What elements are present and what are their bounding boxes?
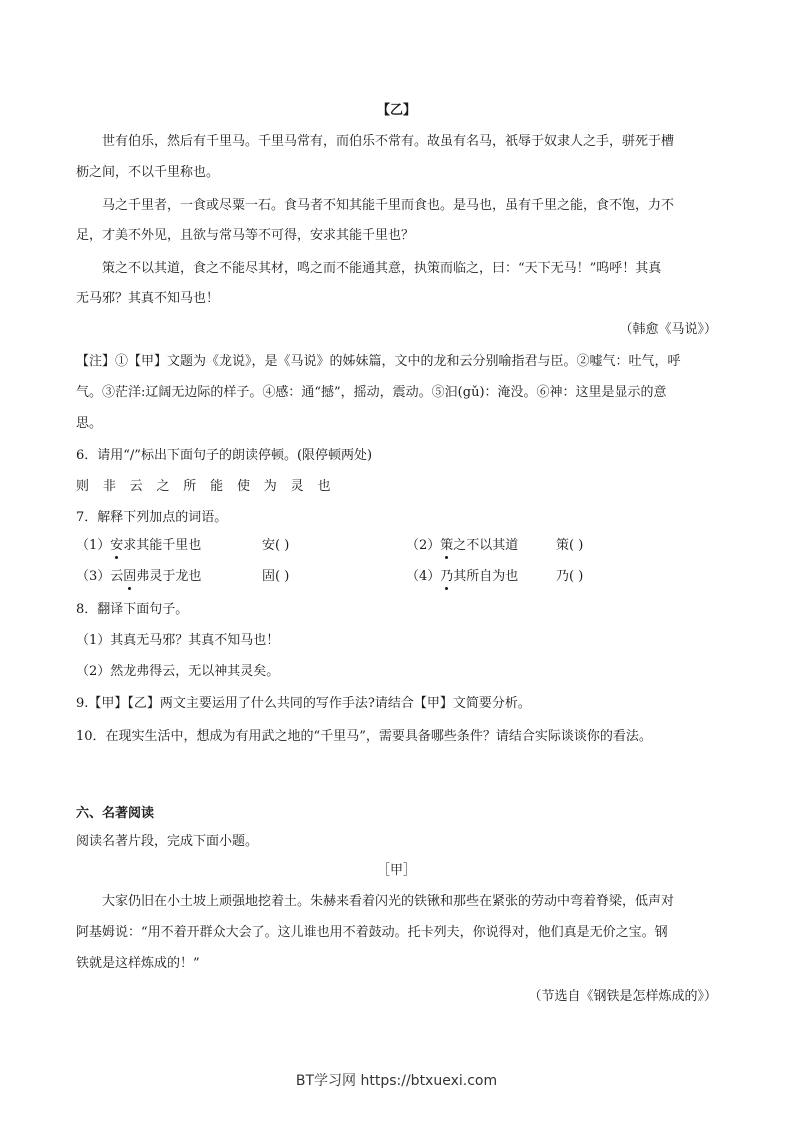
q7-item-2: （2）策之不以其道 (406, 536, 518, 556)
section-yi-heading: 【乙】 (376, 103, 416, 118)
question-7-prompt: 7．解释下列加点的词语。 (76, 510, 228, 525)
dotted-char: 乃 (440, 567, 453, 587)
question-6-sentence: 则 非 云 之 所 能 使 为 灵 也 (76, 479, 334, 494)
jia-para-line3: 铁就是这样炼成的！” (76, 956, 200, 971)
q7-item-2-answer[interactable]: 策( ) (556, 538, 584, 553)
q7-item-4-answer[interactable]: 乃( ) (556, 569, 584, 584)
question-8-prompt: 8．翻译下面句子。 (76, 602, 189, 617)
yi-para3-line2: 无马邪？其真不知马也！ (76, 291, 220, 306)
yi-para2-line2: 足，才美不外见，且欲与常马等不可得，安求其能千里也？ (76, 228, 415, 243)
note-line2: 气。③茫洋:辽阔无边际的样子。④感：通“撼”，摇动，震动。⑤汩(gǔ)：淹没。⑥神：这里是显示的意 (76, 385, 667, 400)
q7-item-1: （1）安求其能千里也 (76, 536, 201, 556)
question-9-prompt: 9.【甲】【乙】两文主要运用了什么共同的写作手法?请结合【甲】文简要分析。 (76, 696, 531, 711)
question-10-prompt: 10．在现实生活中，想成为有用武之地的“千里马”，需要具备哪些条件？请结合实际谈谈你的看法。 (76, 729, 652, 744)
dotted-char: 安 (110, 536, 123, 556)
yi-para1-line1: 世有伯乐，然后有千里马。千里马常有，而伯乐不常有。故虽有名马，祇辱于奴隶人之手，骈死于槽 (102, 134, 675, 149)
q7-item-3-answer[interactable]: 固( ) (262, 569, 290, 584)
yi-para2-line1: 马之千里者，一食或尽粟一石。食马者不知其能千里而食也。是马也，虽有千里之能，食不饱，力不 (102, 198, 675, 213)
dotted-char: 策 (440, 536, 453, 556)
yi-source: （韩愈《马说》） (619, 322, 717, 337)
question-8-item-1: （1）其真无马邪？其真不知马也！ (76, 633, 280, 648)
question-7-row-1 (76, 536, 716, 556)
yi-para3-line1: 策之不以其道，食之不能尽其材，鸣之而不能通其意，执策而临之，曰：“天下无马！”呜呼！其真 (102, 261, 662, 276)
section-6-sub-heading: ［甲］ (376, 863, 416, 878)
jia-source: （节选自《钢铁是怎样炼成的》） (528, 989, 717, 1004)
question-7-row-2 (76, 567, 716, 587)
yi-para1-line2: 枥之间，不以千里称也。 (76, 165, 220, 180)
q7-item-4: （4）乃其所自为也 (406, 567, 518, 587)
question-6-prompt: 6．请用“/”标出下面句子的朗读停顿。(限停顿两处) (76, 448, 373, 463)
jia-para-line2: 阿基姆说：“用不着开群众大会了。这儿谁也用不着鼓动。托卡列夫，你说得对，他们真是无价之宝。钢 (76, 925, 668, 940)
question-8-item-2: （2）然龙弗得云，无以神其灵矣。 (76, 664, 280, 679)
section-6-instruction: 阅读名著片段，完成下面小题。 (76, 834, 259, 849)
note-line3: 思。 (76, 416, 103, 431)
footer-watermark: BT学习网 https://btxuexi.com (295, 1073, 498, 1089)
note-line1: 【注】①【甲】文题为《龙说》，是《马说》的姊妹篇，文中的龙和云分别喻指君与臣。②嘘气：吐气，呼 (76, 354, 681, 369)
jia-para-line1: 大家仍旧在小土坡上顽强地挖着土。朱赫来看着闪光的铁锹和那些在紧张的劳动中弯着脊梁，低声对 (102, 894, 675, 909)
dotted-char: 固 (123, 567, 136, 587)
section-6-heading: 六、名著阅读 (76, 806, 155, 821)
q7-item-3: （3）云固弗灵于龙也 (76, 567, 201, 587)
q7-item-1-answer[interactable]: 安( ) (262, 538, 290, 553)
